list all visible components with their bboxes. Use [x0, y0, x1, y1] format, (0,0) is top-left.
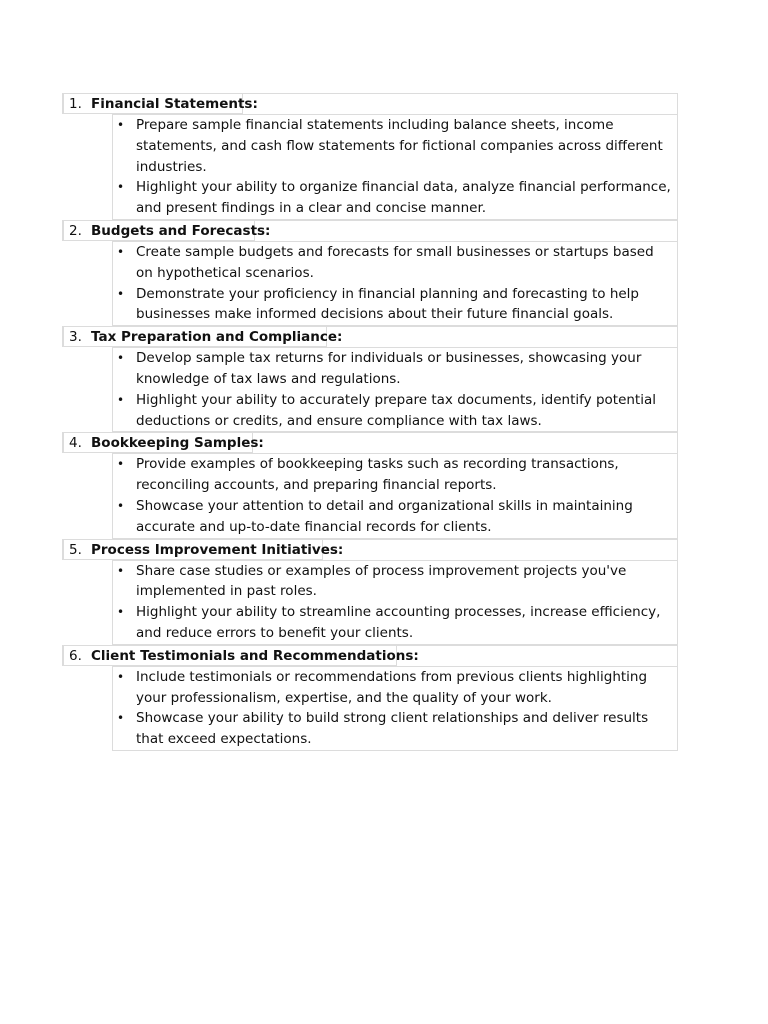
list-item — [62, 220, 678, 326]
bullet-list — [112, 560, 678, 645]
bullet-list — [112, 347, 678, 432]
bullet-text: Showcase your ability to build strong client relationships and deliver results that exceed expectations. — [136, 710, 649, 748]
bullet-item — [113, 390, 677, 432]
bullet-dot: • — [117, 457, 125, 472]
item-number: 2. — [69, 222, 82, 239]
item-heading-row — [62, 539, 678, 560]
bullet-list — [112, 241, 678, 326]
bullet-dot: • — [117, 669, 125, 684]
list-item — [62, 645, 678, 751]
bullet-text: Include testimonials or recommendations from previous clients highlighting your professionalism, expertise, and the quality of your work. — [136, 668, 648, 706]
bullet-item — [113, 602, 677, 644]
bullet-dot: • — [117, 498, 125, 513]
bullet-item — [113, 348, 677, 390]
bullet-text: Highlight your ability to organize financial data, analyze financial performance, and present findings in a clear and concise manner. — [136, 179, 671, 217]
list-item — [62, 432, 678, 538]
bullet-list — [112, 114, 678, 220]
item-title: Financial Statements: — [91, 96, 258, 112]
bullet-text: Share case studies or examples of process improvement projects you've implemented in past roles. — [136, 562, 627, 600]
list-item — [62, 326, 678, 432]
item-title: Process Improvement Initiatives: — [91, 541, 344, 558]
item-title: Budgets and Forecasts: — [91, 222, 271, 239]
item-heading-row — [62, 93, 678, 114]
item-title: Client Testimonials and Recommendations: — [91, 647, 419, 664]
bullet-text: Develop sample tax returns for individuals or businesses, showcasing your knowledge of tax laws and regulations. — [136, 350, 642, 387]
list-item — [62, 93, 678, 220]
item-number: 1. — [69, 96, 82, 112]
item-heading-row — [62, 432, 678, 453]
bullet-item — [113, 667, 677, 709]
document-list — [62, 93, 678, 751]
item-number: 6. — [69, 647, 82, 664]
bullet-text: Showcase your attention to detail and organizational skills in maintaining accurate and up-to-date financial records for clients. — [136, 497, 633, 535]
bullet-item — [113, 561, 677, 603]
bullet-dot: • — [117, 605, 125, 620]
bullet-list — [112, 453, 678, 538]
item-heading-row — [62, 326, 678, 347]
item-number: 4. — [69, 435, 82, 452]
bullet-text: Highlight your ability to accurately prepare tax documents, identify potential deductions or credits, and ensure compliance with tax laws. — [136, 391, 656, 429]
bullet-item — [113, 242, 677, 284]
bullet-dot: • — [117, 286, 125, 301]
bullet-dot: • — [117, 180, 125, 195]
item-heading-row — [62, 645, 678, 666]
bullet-text: Provide examples of bookkeeping tasks such as recording transactions, reconciling accounts, and preparing financial reports. — [136, 456, 619, 494]
bullet-item — [113, 115, 677, 177]
bullet-text: Demonstrate your proficiency in financial planning and forecasting to help businesses make informed decisions about their future financial goals. — [136, 285, 640, 323]
bullet-item — [113, 708, 677, 750]
bullet-text: Create sample budgets and forecasts for small businesses or startups based on hypothetical scenarios. — [136, 243, 654, 281]
bullet-item — [113, 454, 677, 496]
item-title: Tax Preparation and Compliance: — [91, 329, 343, 346]
item-number: 3. — [69, 329, 82, 346]
bullet-dot: • — [117, 563, 125, 578]
bullet-text: Highlight your ability to streamline accounting processes, increase efficiency, and reduce errors to benefit your clients. — [136, 604, 661, 641]
bullet-item — [113, 496, 677, 538]
bullet-dot: • — [117, 118, 125, 132]
item-heading-row — [62, 220, 678, 241]
item-number: 5. — [69, 541, 82, 558]
bullet-list — [112, 666, 678, 751]
bullet-dot: • — [117, 711, 125, 726]
bullet-dot: • — [117, 244, 125, 259]
bullet-dot: • — [117, 351, 125, 366]
bullet-item — [113, 284, 677, 326]
item-title: Bookkeeping Samples: — [91, 435, 264, 452]
bullet-text: Prepare sample financial statements including balance sheets, income statements, and cash flow statements for fictional companies across different industries. — [136, 117, 663, 175]
bullet-item — [113, 177, 677, 219]
bullet-dot: • — [117, 392, 125, 407]
list-item — [62, 539, 678, 645]
